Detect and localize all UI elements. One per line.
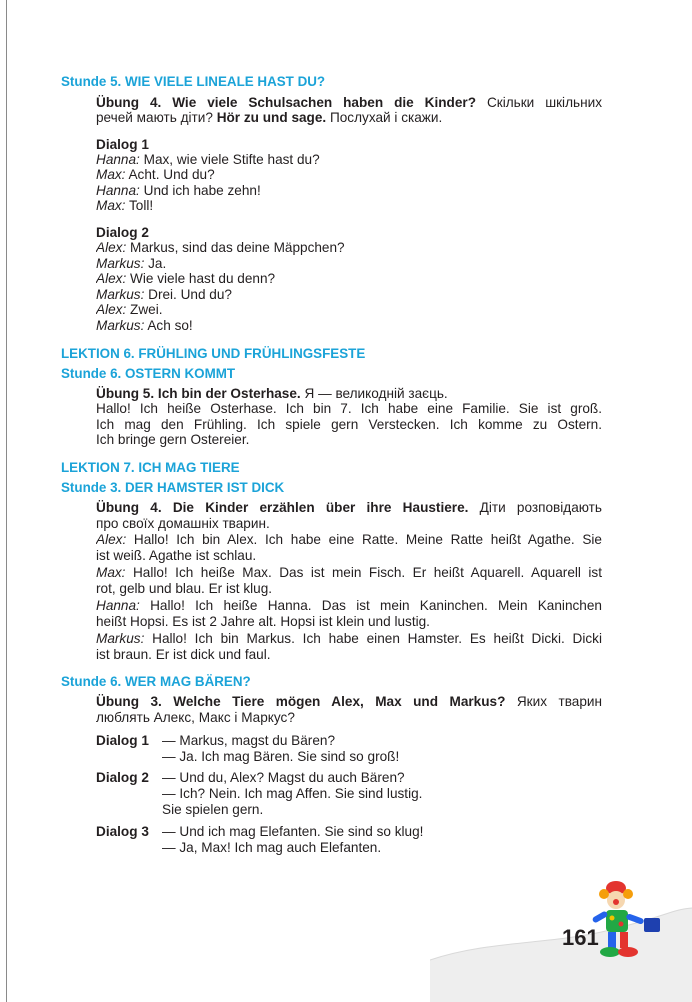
dialog-line: Alex: Markus, sind das deine Mäppchen? xyxy=(96,240,345,255)
dialog-line: Hanna: Max, wie viele Stifte hast du? xyxy=(96,152,320,167)
dialog-line: Markus: Ja. xyxy=(96,256,167,271)
task-line: Übung 3. Welche Tiere mögen Alex, Max und Markus? Яких тварин xyxy=(96,694,602,709)
task-line: Übung 4. Die Kinder erzählen über ihre Haustiere. Діти розповідають xyxy=(96,500,602,515)
section-heading-stunde-5: Stunde 5. WIE VIELE LINEALE HAST DU? xyxy=(61,74,326,89)
section-heading-stunde-6: Stunde 6. OSTERN KOMMT xyxy=(61,366,236,381)
dialog-title: Dialog 1 xyxy=(96,137,149,152)
page-number: 161 xyxy=(562,925,599,950)
dialog-line: Alex: Zwei. xyxy=(96,302,163,317)
task-line: Übung 5. Ich bin der Osterhase. Я — великодній заєць. xyxy=(96,386,448,401)
dialog-label: Dialog 1 xyxy=(96,733,149,748)
text-line: Alex: Hallo! Ich bin Alex. Ich habe eine Ratte. Meine Ratte heißt Agathe. Sie xyxy=(96,532,602,547)
text-line: ist braun. Er ist dick und faul. xyxy=(96,647,271,662)
task-line: люблять Алекс, Макс і Маркус? xyxy=(96,710,295,725)
dialog-line: Markus: Ach so! xyxy=(96,318,193,333)
dialog-line: — Und du, Alex? Magst du auch Bären? xyxy=(162,770,405,785)
dialog-title: Dialog 2 xyxy=(96,225,149,240)
dialog-line: — Ich? Nein. Ich mag Affen. Sie sind lustig. xyxy=(162,786,423,801)
dialog-line: — Markus, magst du Bären? xyxy=(162,733,336,748)
dialog-line: Sie spielen gern. xyxy=(162,802,264,817)
dialog-line: Max: Toll! xyxy=(96,198,154,213)
page-edge-rule xyxy=(6,0,7,1002)
task-line: про своїх домашніх тварин. xyxy=(96,516,270,531)
text-line: Ich mag den Frühling. Ich spiele gern Verstecken. Ich komme zu Ostern. xyxy=(96,417,602,432)
lesson-heading-7: LEKTION 7. ICH MAG TIERE xyxy=(61,460,240,475)
text-line: ist weiß. Agathe ist schlau. xyxy=(96,548,257,563)
dialog-line: Alex: Wie viele hast du denn? xyxy=(96,271,276,286)
text-line: Hanna: Hallo! Ich heiße Hanna. Das ist mein Kaninchen. Mein Kaninchen xyxy=(96,598,602,613)
dialog-line: Markus: Drei. Und du? xyxy=(96,287,232,302)
text-line: Max: Hallo! Ich heiße Max. Das ist mein Fisch. Er heißt Aquarell. Aquarell ist xyxy=(96,565,602,580)
dialog-line: — Und ich mag Elefanten. Sie sind so klug! xyxy=(162,824,424,839)
dialog-line: — Ja, Max! Ich mag auch Elefanten. xyxy=(162,840,382,855)
dialog-line: Hanna: Und ich habe zehn! xyxy=(96,183,261,198)
text-line: Hallo! Ich heiße Osterhase. Ich bin 7. Ich habe eine Familie. Sie ist groß. xyxy=(96,401,602,416)
dialog-line: — Ja. Ich mag Bären. Sie sind so groß! xyxy=(162,749,400,764)
section-heading-stunde-3: Stunde 3. DER HAMSTER IST DICK xyxy=(61,480,285,495)
task-line: речей мають діти? Hör zu und sage. Послухай і скажи. xyxy=(96,110,443,125)
section-heading-stunde-6b: Stunde 6. WER MAG BÄREN? xyxy=(61,674,251,689)
dialog-label: Dialog 2 xyxy=(96,770,149,785)
task-line: Übung 4. Wie viele Schulsachen haben die Kinder? Скільки шкільних xyxy=(96,95,602,110)
dialog-line: Max: Acht. Und du? xyxy=(96,167,215,182)
text-line: Markus: Hallo! Ich bin Markus. Ich habe einen Hamster. Es heißt Dicki. Dicki xyxy=(96,631,602,646)
text-line: heißt Hopsi. Es ist 2 Jahre alt. Hopsi ist klein und lustig. xyxy=(96,614,430,629)
text-line: rot, gelb und blau. Er ist klug. xyxy=(96,581,273,596)
lesson-heading-6: LEKTION 6. FRÜHLING UND FRÜHLINGSFESTE xyxy=(61,346,366,361)
text-line: Ich bringe gern Ostereier. xyxy=(96,432,250,447)
clown-mascot-illustration xyxy=(586,880,686,960)
dialog-label: Dialog 3 xyxy=(96,824,149,839)
